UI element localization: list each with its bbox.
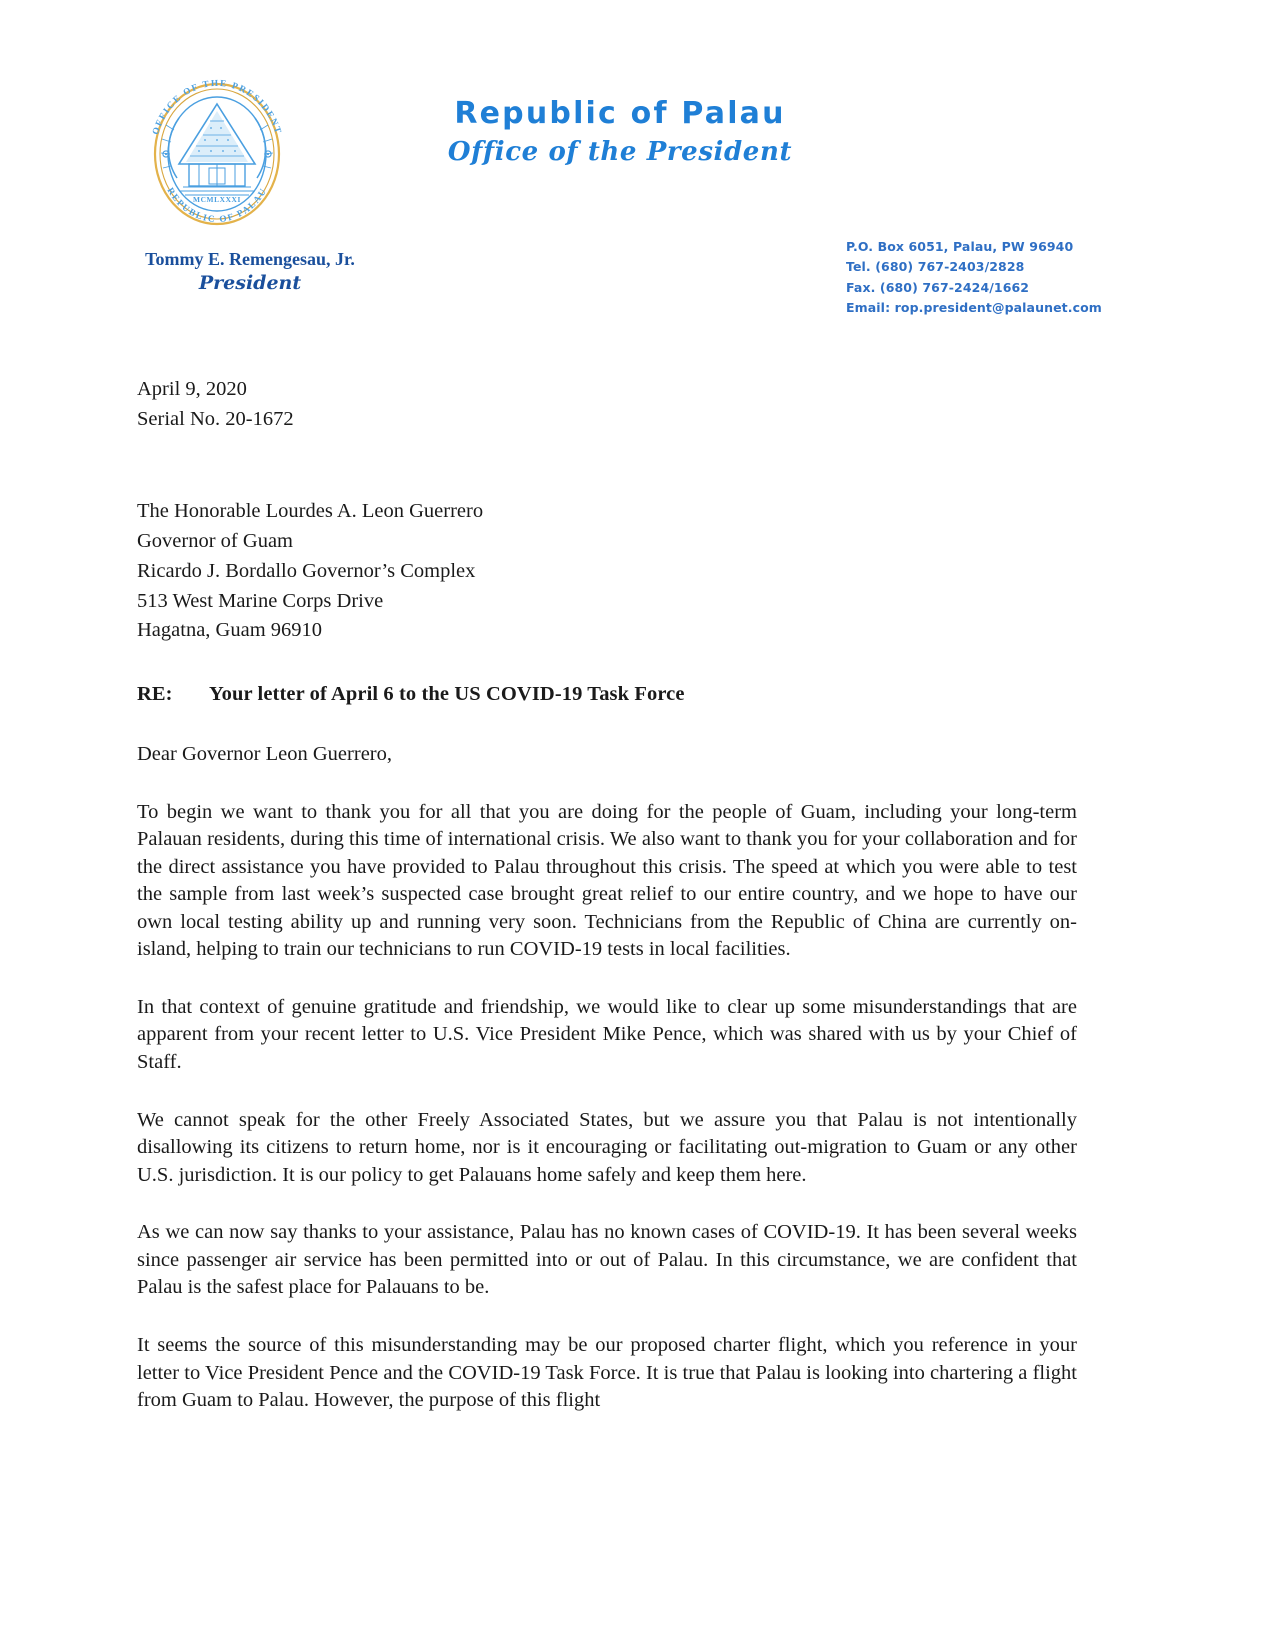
seal-bottom-arc-text: REPUBLIC OF PALAU bbox=[165, 185, 269, 225]
letterhead bbox=[0, 0, 1269, 320]
subject-label: RE: bbox=[137, 683, 173, 706]
recipient-title: Governor of Guam bbox=[137, 530, 293, 553]
contact-address: P.O. Box 6051, Palau, PW 96940 bbox=[846, 239, 1074, 254]
letter-body bbox=[137, 375, 1077, 1435]
contact-email[interactable]: Email: rop.president@palaunet.com bbox=[846, 299, 1102, 315]
recipient-name: The Honorable Lourdes A. Leon Guerrero bbox=[137, 500, 484, 523]
contact-fax: Fax. (680) 767-2424/1662 bbox=[846, 279, 1030, 295]
recipient-complex: Ricardo J. Bordallo Governor’s Complex bbox=[137, 559, 476, 582]
body-paragraph-1: To begin we want to thank you for all that you are doing for the people of Guam, including your long-term Palauan residents, during this time of international crisis. We also want to thank you for your collaboration and for the direct assistance you have provided to Palau throughout this crisis. The speed at which you were able to test the sample from last week’s suspected case brought great relief to our entire country, and we hope to have our own local testing ability up and running very soon. Technicians from the Republic of China are currently on-island, helping to train our technicians to run COVID-19 tests in local facilities. bbox=[137, 800, 1077, 961]
office-title: Office of the President bbox=[447, 137, 793, 168]
recipient-city-state-zip: Hagatna, Guam 96910 bbox=[137, 619, 323, 642]
contact-telephone: Tel. (680) 767-2403/2828 bbox=[846, 259, 1025, 275]
republic-title: Republic of Palau bbox=[454, 96, 786, 131]
letter-date: April 9, 2020 bbox=[137, 378, 247, 400]
palau-presidential-seal-icon bbox=[133, 78, 301, 228]
body-paragraph-3: We cannot speak for the other Freely Associated States, but we assure you that Palau is not intentionally disallowing its citizens to return home, nor is it encouraging or facilitating out-migration to Guam or any other U.S. jurisdiction. It is our policy to get Palauans home safely and keep them here. bbox=[137, 1108, 1077, 1186]
body-paragraph-2: In that context of genuine gratitude and friendship, we would like to clear up some misunderstandings that are apparent from your recent letter to U.S. Vice President Mike Pence, which was shared with us by your Chief of Staff. bbox=[137, 995, 1077, 1074]
letter-serial-number: Serial No. 20-1672 bbox=[137, 407, 294, 430]
salutation: Dear Governor Leon Guerrero, bbox=[137, 743, 392, 766]
seal-year-text: MCMLXXXI bbox=[193, 195, 241, 204]
letterhead-titles bbox=[330, 96, 910, 169]
president-role: President bbox=[198, 271, 302, 294]
subject-line bbox=[137, 681, 1077, 708]
subject-text: Your letter of April 6 to the US COVID-19 Task Force bbox=[209, 683, 685, 706]
body-paragraph-4: As we can now say thanks to your assistance, Palau has no known cases of COVID-19. It has been several weeks since passenger air service has been permitted into or out of Palau. In this circumstance, we are confident that Palau is the safest place for Palauans to be. bbox=[137, 1221, 1077, 1299]
president-signature-block bbox=[90, 248, 410, 294]
contact-info-block bbox=[846, 237, 1102, 318]
date-block bbox=[137, 375, 1077, 434]
president-name: Tommy E. Remengesau, Jr. bbox=[145, 249, 355, 269]
seal-top-arc-text: OFFICE OF THE PRESIDENT bbox=[150, 78, 284, 136]
recipient-address-block bbox=[137, 497, 1077, 646]
body-paragraph-5: It seems the source of this misunderstanding may be our proposed charter flight, which you reference in your letter to Vice President Pence and the COVID-19 Task Force. It is true that Palau is looking into chartering a flight from Guam to Palau. However, the purpose of this flight bbox=[137, 1333, 1077, 1412]
recipient-street: 513 West Marine Corps Drive bbox=[137, 589, 384, 612]
